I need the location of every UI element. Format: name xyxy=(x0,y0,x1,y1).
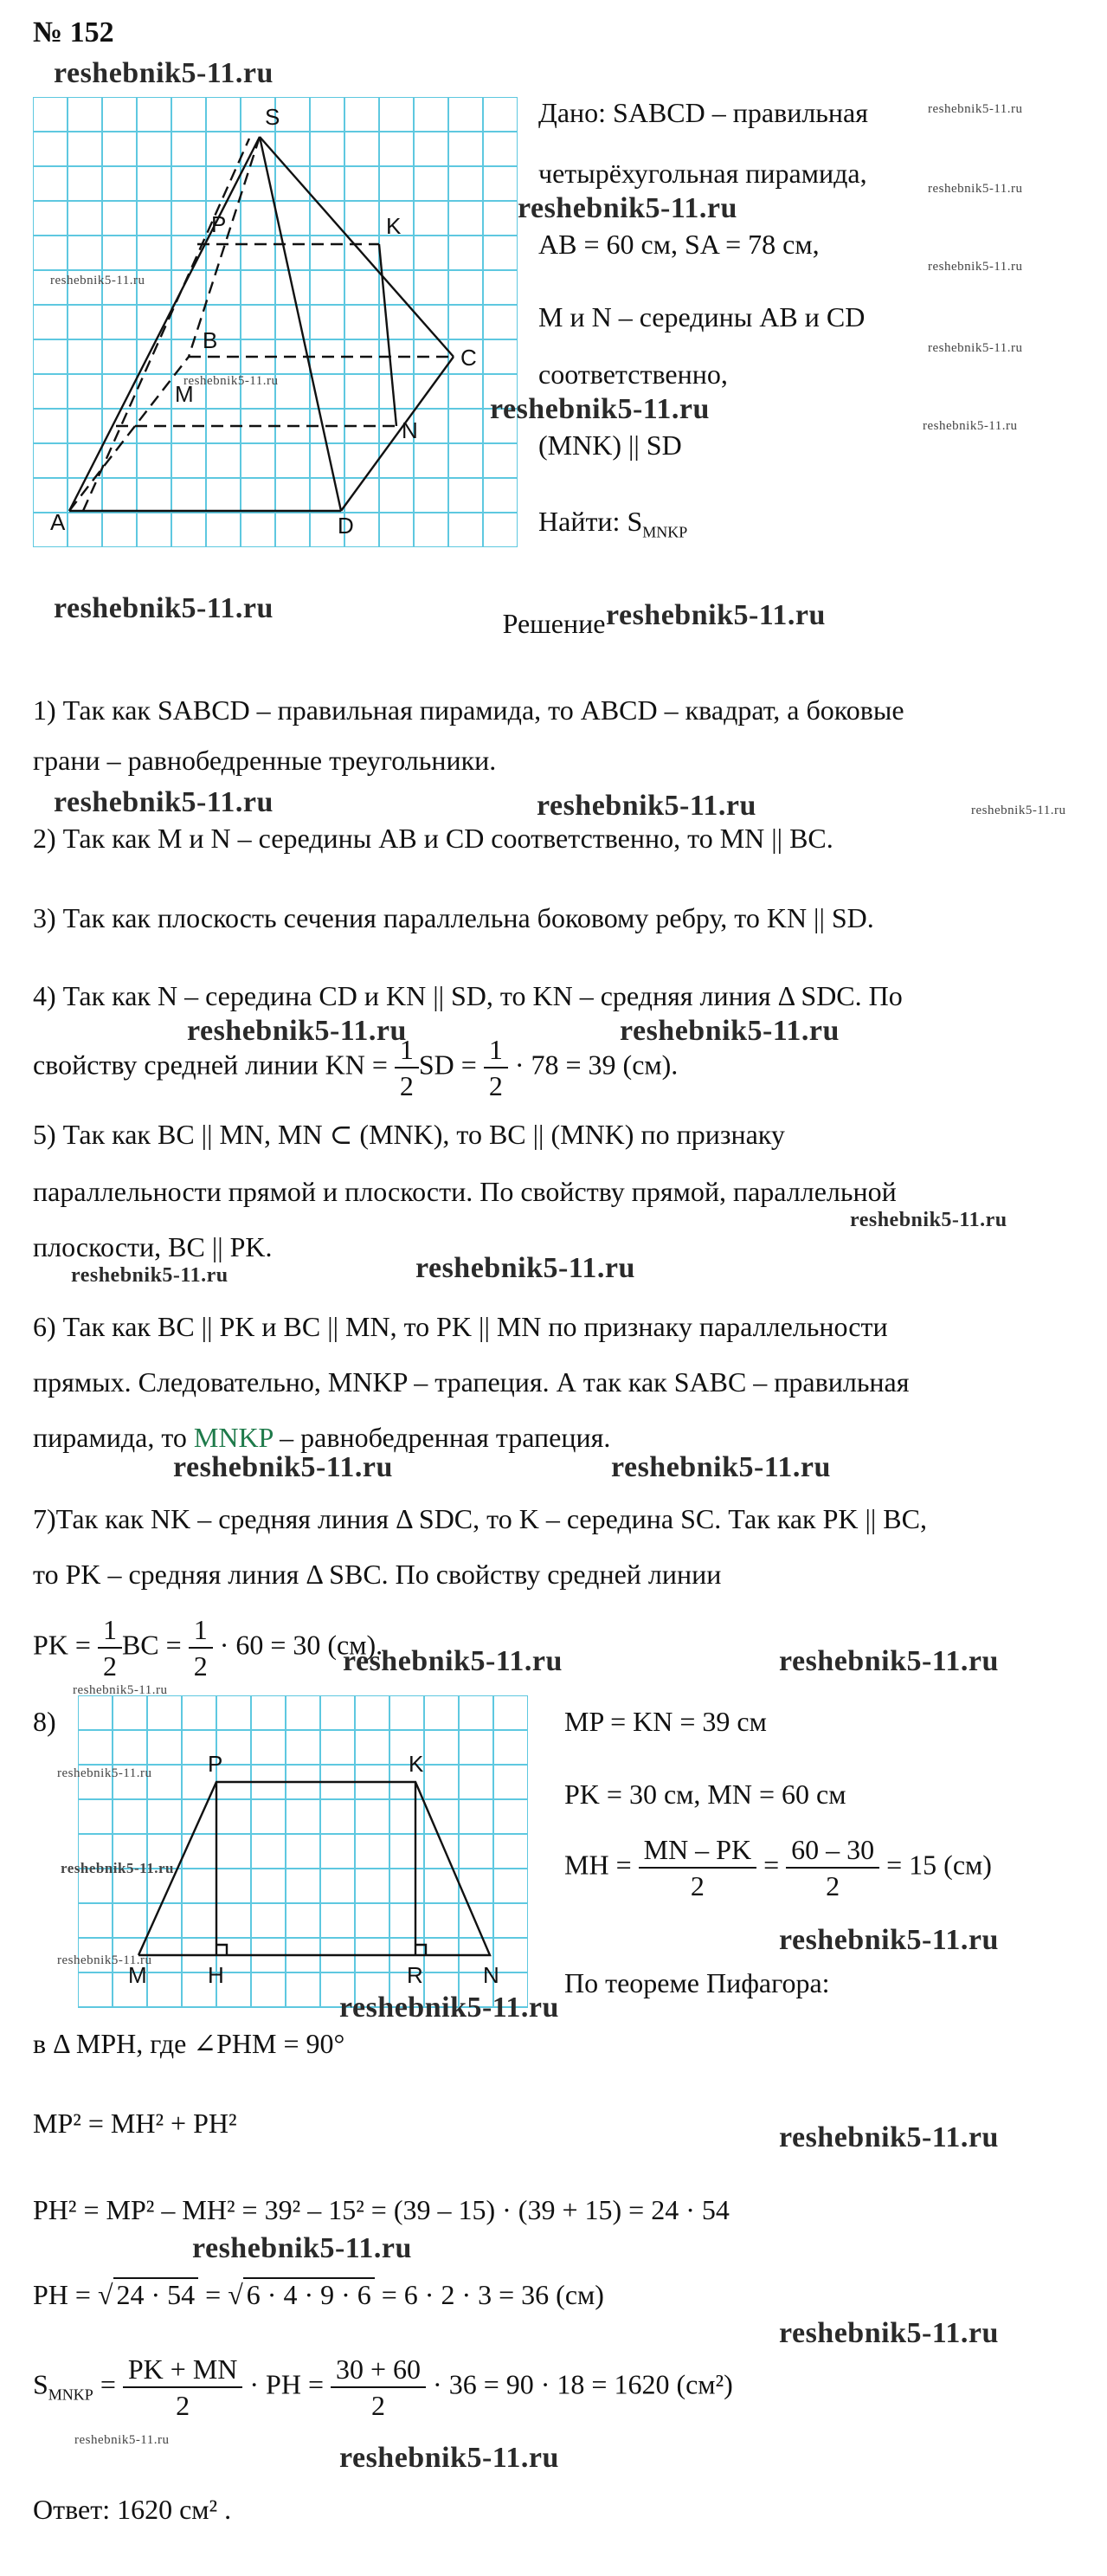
watermark: reshebnik5-11.ru xyxy=(779,1645,999,1677)
sqrt-2: 6 · 4 · 9 · 6 xyxy=(243,2277,375,2310)
fraction-denominator: 2 xyxy=(371,2390,385,2421)
watermark: reshebnik5-11.ru xyxy=(620,1015,840,1047)
step-7-prefix: PK = xyxy=(33,1629,98,1661)
mh-equals: = xyxy=(756,1849,787,1881)
given-line-4: M и N – середины AB и CD xyxy=(538,301,866,332)
label-N: N xyxy=(402,417,418,443)
watermark: reshebnik5-11.ru xyxy=(606,599,826,631)
fraction-numerator: 60 – 30 xyxy=(786,1836,879,1869)
given-line-3: AB = 60 см, SA = 78 см, xyxy=(538,229,820,260)
label-H: H xyxy=(208,1962,224,1988)
step-1-line-2: грани – равнобедренные треугольники. xyxy=(33,745,497,776)
mh-prefix: MH = xyxy=(564,1849,639,1881)
step-4-middle: SD = xyxy=(418,1049,484,1081)
find-line xyxy=(538,504,687,549)
fraction-denominator: 2 xyxy=(826,1870,840,1901)
watermark: reshebnik5-11.ru xyxy=(54,57,274,89)
fraction-numerator: 1 xyxy=(98,1616,122,1649)
watermark-small: reshebnik5-11.ru xyxy=(50,274,145,287)
area-subscript: MNKP xyxy=(48,2386,93,2404)
area-middle: · PH = xyxy=(242,2368,331,2400)
watermark-small: reshebnik5-11.ru xyxy=(971,804,1066,817)
watermark: reshebnik5-11.ru xyxy=(54,786,274,818)
mp-equals: MP = KN = 39 см xyxy=(564,1706,767,1737)
area-equals: = xyxy=(93,2368,123,2400)
watermark-small: reshebnik5-11.ru xyxy=(928,260,1023,274)
fraction-numerator: 30 + 60 xyxy=(331,2355,426,2388)
step-7-line-3 xyxy=(33,1616,383,1680)
mh-formula xyxy=(564,1836,992,1900)
fraction-denominator: 2 xyxy=(102,1650,117,1682)
fraction-numerator: PK + MN xyxy=(123,2355,243,2388)
label-R: R xyxy=(407,1962,423,1988)
step-7-line-2: то PK – средняя линия Δ SBC. По свойству средней линии xyxy=(33,1559,722,1590)
mh-fraction-2 xyxy=(786,1836,879,1900)
watermark-small: reshebnik5-11.ru xyxy=(928,182,1023,196)
watermark: reshebnik5-11.ru xyxy=(779,2121,999,2153)
step-6-line-3 xyxy=(33,1420,610,1455)
label-M: M xyxy=(128,1962,147,1988)
pyramid-figure xyxy=(33,97,518,547)
watermark: reshebnik5-11.ru xyxy=(339,1992,559,2024)
label-K: K xyxy=(409,1751,424,1777)
step-7-line-1: 7)Так как NK – средняя линия Δ SDC, то K – середина SC. Так как PK || BC, xyxy=(33,1503,927,1534)
label-B: B xyxy=(203,327,218,353)
watermark: reshebnik5-11.ru xyxy=(490,393,710,425)
area-formula xyxy=(33,2355,733,2419)
given-line-6: (MNK) || SD xyxy=(538,429,682,461)
watermark-small: reshebnik5-11.ru xyxy=(183,374,279,388)
area-result: · 36 = 90 · 18 = 1620 (см²) xyxy=(426,2368,733,2400)
step-4-line-1: 4) Так как N – середина CD и KN || SD, то KN – средняя линия Δ SDC. По xyxy=(33,980,903,1011)
equation-3: PH = √ 24 · 54 = √ 6 · 4 · 9 · 6 = 6 · 2 · 3 = 36 (см) xyxy=(33,2279,604,2310)
eq3-prefix: PH = xyxy=(33,2279,98,2310)
watermark: reshebnik5-11.ru xyxy=(71,1264,228,1287)
fraction-numerator: 1 xyxy=(189,1616,213,1649)
step-6-prefix: пирамида, то xyxy=(33,1422,194,1453)
watermark: reshebnik5-11.ru xyxy=(187,1015,407,1047)
fraction-denominator: 2 xyxy=(488,1070,503,1101)
watermark-small: reshebnik5-11.ru xyxy=(928,102,1023,116)
step-7-middle: BC = xyxy=(121,1629,189,1661)
step-8-label: 8) xyxy=(33,1706,56,1737)
watermark: reshebnik5-11.ru xyxy=(54,592,274,624)
step-6-line-1: 6) Так как BC || PK и BC || MN, то PK || MN по признаку параллельности xyxy=(33,1311,888,1342)
area-fraction-1 xyxy=(123,2355,243,2419)
area-fraction-2 xyxy=(331,2355,426,2419)
fraction-numerator: MN – PK xyxy=(639,1836,756,1869)
label-D: D xyxy=(338,513,354,539)
watermark-small: reshebnik5-11.ru xyxy=(61,1860,174,1876)
watermark-small: reshebnik5-11.ru xyxy=(928,341,1023,355)
watermark-small: reshebnik5-11.ru xyxy=(57,1766,152,1780)
pythagoras-line: По теореме Пифагора: xyxy=(564,1967,830,1998)
given-line-1: Дано: SABCD – правильная xyxy=(538,97,868,128)
equation-2: PH² = MP² – MH² = 39² – 15² = (39 – 15) · (39 + 15) = 24 · 54 xyxy=(33,2194,730,2225)
step-5-line-3: плоскости, BC || PK. xyxy=(33,1231,273,1262)
eq3-middle: = xyxy=(198,2279,228,2310)
find-prefix: Найти: S xyxy=(538,506,643,537)
fraction-numerator: 1 xyxy=(395,1036,419,1068)
watermark: reshebnik5-11.ru xyxy=(415,1252,635,1284)
pyramid-labels xyxy=(50,104,477,539)
fraction-denominator: 2 xyxy=(399,1070,414,1101)
given-line-2: четырёхугольная пирамида, xyxy=(538,158,867,189)
watermark: reshebnik5-11.ru xyxy=(173,1451,393,1483)
label-C: C xyxy=(460,345,477,371)
fraction-denominator: 2 xyxy=(193,1650,208,1682)
answer-line: Ответ: 1620 см² . xyxy=(33,2494,232,2525)
step-4-suffix: · 78 = 39 (см). xyxy=(507,1049,679,1081)
pk-mn-values: PK = 30 см, MN = 60 см xyxy=(564,1779,846,1810)
trapezoid-name: MNKP xyxy=(193,1422,274,1453)
step-7-suffix: · 60 = 30 (см). xyxy=(212,1629,383,1661)
solution-heading: Решение xyxy=(502,608,606,639)
fraction-half xyxy=(484,1036,508,1100)
watermark: reshebnik5-11.ru xyxy=(611,1451,831,1483)
watermark-small: reshebnik5-11.ru xyxy=(74,2433,170,2447)
watermark: reshebnik5-11.ru xyxy=(518,192,737,224)
problem-number: № 152 xyxy=(33,16,114,48)
watermark: reshebnik5-11.ru xyxy=(192,2232,412,2264)
fraction-half xyxy=(189,1616,213,1680)
mh-result: = 15 (см) xyxy=(879,1849,992,1881)
label-P: P xyxy=(208,1751,223,1777)
fraction-numerator: 1 xyxy=(484,1036,508,1068)
watermark: reshebnik5-11.ru xyxy=(339,2442,559,2474)
pyramid-edges xyxy=(69,137,454,511)
fraction-denominator: 2 xyxy=(176,2390,190,2421)
step-3: 3) Так как плоскость сечения параллельна боковому ребру, то KN || SD. xyxy=(33,902,874,933)
grid-lines xyxy=(33,97,518,547)
find-subscript: MNKP xyxy=(642,523,688,541)
area-symbol: S xyxy=(33,2368,48,2400)
label-K: K xyxy=(386,213,402,239)
watermark-small: reshebnik5-11.ru xyxy=(73,1683,168,1697)
step-5-line-2: параллельности прямой и плоскости. По свойству прямой, параллельной xyxy=(33,1176,897,1207)
fraction-denominator: 2 xyxy=(690,1870,705,1901)
eq3-suffix: = 6 · 2 · 3 = 36 (см) xyxy=(374,2279,604,2310)
triangle-line: в Δ MPH, где ∠PHM = 90° xyxy=(33,2028,345,2059)
given-line-5: соответственно, xyxy=(538,358,728,390)
watermark: reshebnik5-11.ru xyxy=(779,1924,999,1956)
equation-1: MP² = MH² + PH² xyxy=(33,2108,237,2139)
label-S: S xyxy=(265,104,280,130)
watermark: reshebnik5-11.ru xyxy=(537,790,756,822)
step-6-line-2: прямых. Следовательно, MNKP – трапеция. А так как SABC – правильная xyxy=(33,1366,910,1398)
watermark: reshebnik5-11.ru xyxy=(779,2317,999,2349)
step-4-prefix: свойству средней линии KN = xyxy=(33,1049,395,1081)
label-M: M xyxy=(175,381,194,407)
mh-fraction-1 xyxy=(639,1836,756,1900)
sqrt-1: 24 · 54 xyxy=(113,2277,199,2310)
watermark: reshebnik5-11.ru xyxy=(343,1645,563,1677)
fraction-half xyxy=(98,1616,122,1680)
step-2: 2) Так как M и N – середины AB и CD соответственно, то MN || BC. xyxy=(33,823,833,854)
step-5-line-1: 5) Так как BC || MN, MN ⊂ (MNK), то BC || (MNK) по признаку xyxy=(33,1119,785,1150)
label-A: A xyxy=(50,509,66,535)
watermark-small: reshebnik5-11.ru xyxy=(923,419,1018,433)
label-N: N xyxy=(483,1962,499,1988)
watermark-small: reshebnik5-11.ru xyxy=(57,1953,152,1967)
step-6-suffix: – равнобедренная трапеция. xyxy=(273,1422,611,1453)
step-1-line-1: 1) Так как SABCD – правильная пирамида, то ABCD – квадрат, а боковые xyxy=(33,694,904,726)
watermark: reshebnik5-11.ru xyxy=(850,1209,1007,1231)
label-P: P xyxy=(211,211,227,237)
